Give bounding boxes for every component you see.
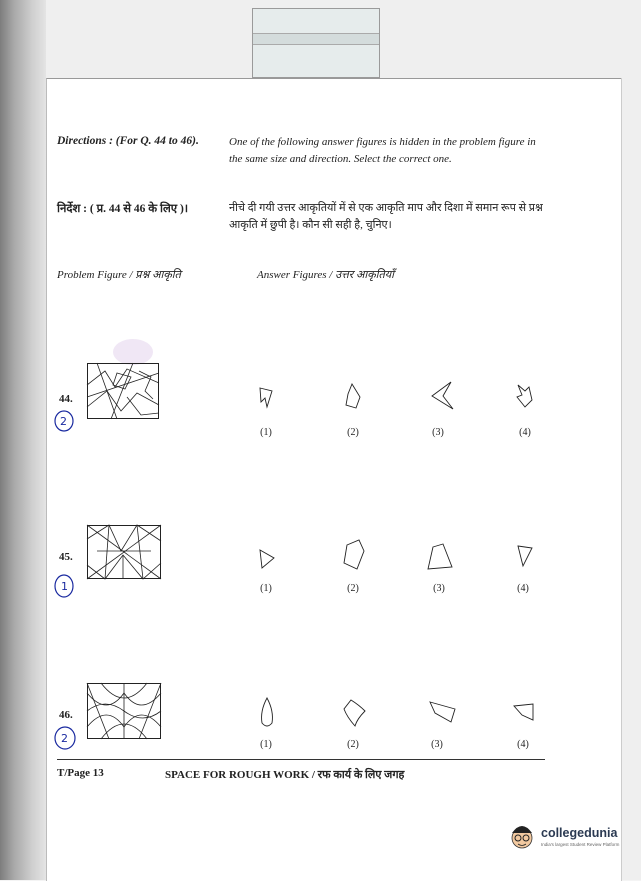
directions-en-label: Directions : (For Q. 44 to 46). bbox=[57, 135, 199, 147]
answer-figure-45-2 bbox=[343, 539, 365, 571]
question-number: 45. bbox=[59, 551, 73, 563]
option-label: (2) bbox=[347, 583, 359, 594]
answer-figure-45-1 bbox=[259, 549, 275, 569]
problem-figure-44 bbox=[87, 363, 159, 419]
footer-divider bbox=[57, 759, 545, 760]
handwritten-answer-mark bbox=[53, 725, 77, 751]
handwritten-answer-value: 2 bbox=[60, 415, 67, 428]
directions-hi-text: नीचे दी गयी उत्तर आकृतियों में से एक आकृति माप और दिशा में समान रूप से प्रश्न आकृति में छुपी है। कौन सी सही है, चुनिए। bbox=[229, 202, 543, 231]
option-label: (1) bbox=[260, 427, 272, 438]
brand-tagline: India's largest Student Review Platform bbox=[541, 842, 620, 847]
answer-figure-46-2 bbox=[343, 699, 367, 727]
question-number: 44. bbox=[59, 393, 73, 405]
option-label: (1) bbox=[260, 583, 272, 594]
handwritten-answer-value: 1 bbox=[61, 580, 68, 593]
problem-figure-45 bbox=[87, 525, 161, 579]
watermark-logo bbox=[507, 821, 621, 853]
answer-figure-46-4 bbox=[513, 703, 535, 721]
rough-work-label: SPACE FOR ROUGH WORK / रफ कार्य के लिए जगह bbox=[165, 769, 405, 781]
answer-figure-44-2 bbox=[345, 383, 361, 409]
problem-figure-header: Problem Figure / प्रश्न आकृति bbox=[57, 269, 181, 281]
handwritten-answer-value: 2 bbox=[61, 732, 68, 745]
answer-figure-45-3 bbox=[427, 543, 453, 571]
mascot-icon bbox=[507, 821, 537, 851]
option-label: (3) bbox=[432, 427, 444, 438]
option-label: (4) bbox=[519, 427, 531, 438]
answer-figure-44-4 bbox=[515, 383, 533, 409]
brand-name: collegedunia bbox=[541, 826, 618, 840]
option-label: (4) bbox=[517, 583, 529, 594]
handwritten-answer-mark bbox=[53, 573, 75, 599]
answer-figures-header: Answer Figures / उत्तर आकृतियाँ bbox=[257, 269, 395, 281]
answer-figure-44-1 bbox=[259, 387, 273, 409]
answer-figure-46-3 bbox=[429, 701, 457, 723]
option-label: (4) bbox=[517, 739, 529, 750]
option-label: (3) bbox=[433, 583, 445, 594]
option-label: (3) bbox=[431, 739, 443, 750]
exam-page bbox=[46, 78, 621, 881]
problem-figure-46 bbox=[87, 683, 161, 739]
directions-hi-label: निर्देश : ( प्र. 44 से 46 के लिए )। bbox=[57, 203, 189, 215]
option-label: (2) bbox=[347, 427, 359, 438]
page-number-label: T/Page 13 bbox=[57, 767, 104, 779]
answer-figure-45-4 bbox=[517, 545, 533, 567]
directions-en-text: One of the following answer figures is hidden in the problem figure in the same size and direction. Select the correct one. bbox=[229, 136, 536, 165]
book-spine-shadow bbox=[0, 0, 46, 880]
answer-figure-44-3 bbox=[431, 381, 453, 411]
question-number: 46. bbox=[59, 709, 73, 721]
paper-clip bbox=[252, 8, 380, 78]
option-label: (1) bbox=[260, 739, 272, 750]
answer-figure-46-1 bbox=[259, 697, 275, 729]
handwritten-answer-mark bbox=[53, 409, 75, 433]
ink-stain bbox=[113, 339, 153, 365]
option-label: (2) bbox=[347, 739, 359, 750]
